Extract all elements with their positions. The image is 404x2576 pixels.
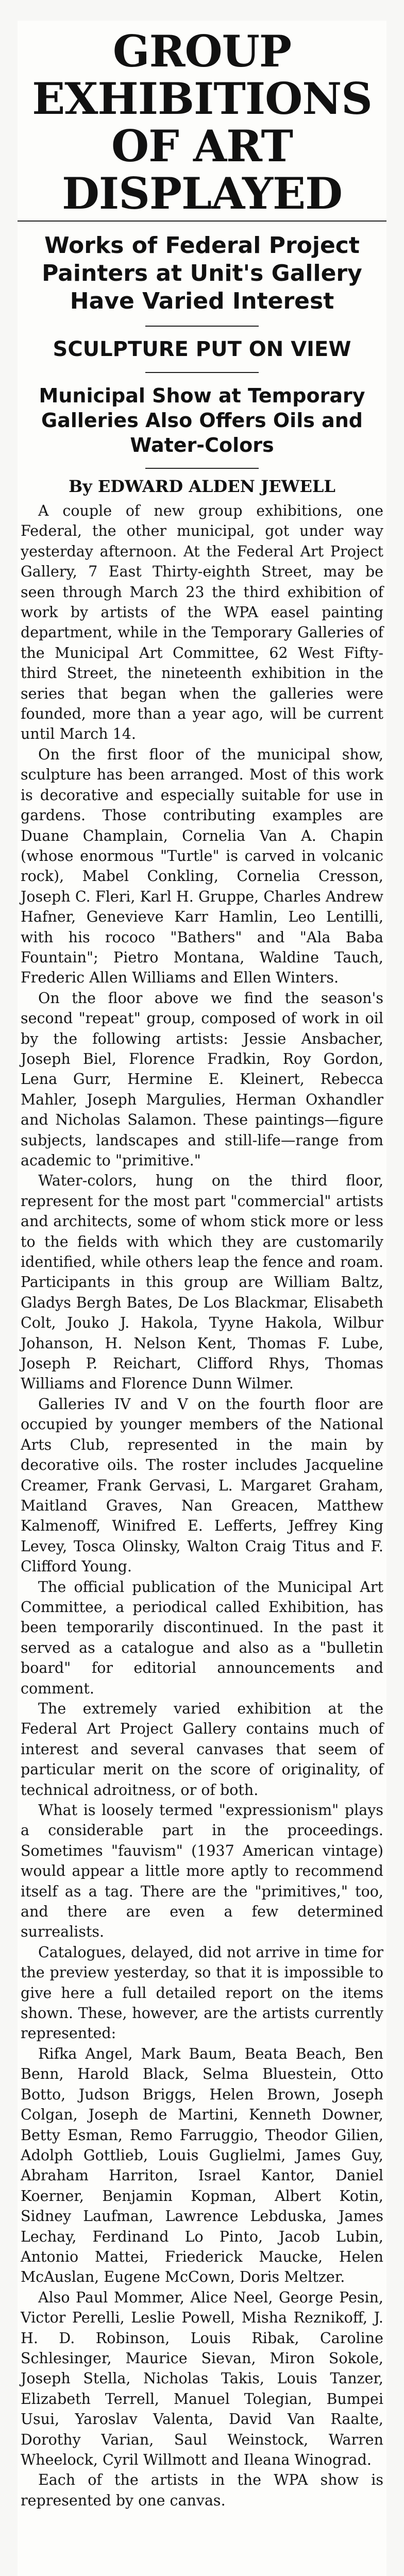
divider xyxy=(145,326,259,327)
newspaper-clipping xyxy=(18,21,386,2576)
article-body xyxy=(18,501,386,2511)
paragraph: The official publication of the Municipal Art Committee, a periodical called Exhibition, has been temporarily discontinued. In the past it served as a catalogue and also as a "bulletin board" for editorial announcements and comment. xyxy=(21,1578,383,1697)
divider xyxy=(145,372,259,373)
paragraph: A couple of new group exhibitions, one Federal, the other municipal, got under way yesterday afternoon. At the Federal Art Project Gallery, 7 East Thirty-eighth Street, may be seen through March 23 the third exhibition of work by artists of the WPA easel painting department, while in the Temporary Galleries of the Municipal Art Committee, 62 West Fifty-third Street, the nineteenth exhibition in the series that began when the galleries were founded, more than a year ago, will be current until March 14. xyxy=(21,502,383,743)
divider xyxy=(145,468,259,469)
headline xyxy=(18,28,386,217)
paragraph: Also Paul Mommer, Alice Neel, George Pesin, Victor Perelli, Leslie Powell, Misha Reznikoff, J. H. D. Robinson, Louis Ribak, Caroline Schlesinger, Maurice Sievan, Miron Sokole, Joseph Stella, Nicholas Takis, Louis Tanzer, Elizabeth Terrell, Manuel Tolegian, Bumpei Usui, Yaroslav Valenta, David Van Raalte, Dorothy Varian, Saul Weinstock, Warren Wheelock, Cyril Willmott and Ileana Winograd. xyxy=(21,2289,383,2468)
divider xyxy=(18,221,386,222)
byline: By EDWARD ALDEN JEWELL xyxy=(69,477,335,496)
paragraph: Catalogues, delayed, did not arrive in time for the preview yesterday, so that it is impossible to give here a full detailed report on the items shown. These, however, are the artists currently represented: xyxy=(21,1943,383,2042)
headline-line-2: OF ART DISPLAYED xyxy=(62,121,342,219)
paragraph: On the floor above we find the season's second "repeat" group, composed of work in oil by the following artists: Jessie Ansbacher, Joseph Biel, Florence Fradkin, Roy Gordon, Lena Gurr, Hermine E. Kleinert, Rebecca Mahler, Joseph Margulies, Herman Oxhandler and Nicholas Salamon. These paintings—figure subjects, landscapes and still-life—range from academic to "primitive." xyxy=(21,989,383,1169)
deck-1: Works of Federal Project Painters at Unit's Gallery Have Varied Interest xyxy=(42,232,362,314)
paragraph: Rifka Angel, Mark Baum, Beata Beach, Ben Benn, Harold Black, Selma Bluestein, Otto Botto, Judson Briggs, Helen Brown, Joseph Colgan, Joseph de Martini, Kenneth Downer, Betty Esman, Remo Farruggio, Theodor Gilien, Adolph Gottlieb, Louis Guglielmi, James Guy, Abraham Harriton, Israel Kantor, Daniel Koerner, Benjamin Kopman, Albert Kotin, Sidney Laufman, Lawrence Lebduska, James Lechay, Ferdinand Lo Pinto, Jacob Lubin, Antonio Mattei, Friederick Maucke, Helen McAuslan, Eugene McCown, Doris Meltzer. xyxy=(21,2045,383,2286)
paragraph: Galleries IV and V on the fourth floor are occupied by younger members of the National Arts Club, represented in the main by decorative oils. The roster includes Jacqueline Creamer, Frank Gervasi, L. Margaret Graham, Maitland Graves, Nan Greacen, Matthew Kalmenoff, Winifred E. Lefferts, Jeffrey King Levey, Tosca Olinsky, Walton Craig Titus and F. Clifford Young. xyxy=(21,1395,383,1575)
paragraph: The extremely varied exhibition at the Federal Art Project Gallery contains much of interest and several canvases that seem of particular merit on the score of originality, of technical adroitness, or of both. xyxy=(21,1700,383,1799)
paragraph: Each of the artists in the WPA show is represented by one canvas. xyxy=(21,2471,383,2509)
headline-line-1: GROUP EXHIBITIONS xyxy=(32,26,372,124)
deck-2: SCULPTURE PUT ON VIEW xyxy=(53,337,351,361)
paragraph: On the first floor of the municipal show, sculpture has been arranged. Most of this work is decorative and especially suitable for use in gardens. Those contributing examples are Duane Champlain, Cornelia Van A. Chapin (whose enormous "Turtle" is carved in volcanic rock), Mabel Conkling, Cornelia Cresson, Joseph C. Fleri, Karl H. Gruppe, Charles Andrew Hafner, Genevieve Karr Hamlin, Leo Lentilli, with his rococo "Bathers" and "Ala Baba Fountain"; Pietro Montana, Waldine Tauch, Frederic Allen Williams and Ellen Winters. xyxy=(21,745,383,987)
deck-3: Municipal Show at Temporary Galleries Also Offers Oils and Water-Colors xyxy=(39,384,365,456)
paragraph: What is loosely termed "expressionism" plays a considerable part in the proceedings. Sometimes "fauvism" (1937 American vintage) would appear a little more aptly to recommend itself as a tag. There are the "primitives," too, and there are even a few determined surrealists. xyxy=(21,1802,383,1941)
paragraph: Water-colors, hung on the third floor, represent for the most part "commercial" artists and architects, some of whom stick more or less to the fields with which they are customarily identified, while others leap the fence and roam. Participants in this group are William Baltz, Gladys Bergh Bates, De Los Blackmar, Elisabeth Colt, Jouko J. Hakola, Tyyne Hakola, Wilbur Johanson, H. Nelson Kent, Thomas F. Lube, Joseph P. Reichart, Clifford Rhys, Thomas Williams and Florence Dunn Wilmer. xyxy=(21,1172,383,1393)
